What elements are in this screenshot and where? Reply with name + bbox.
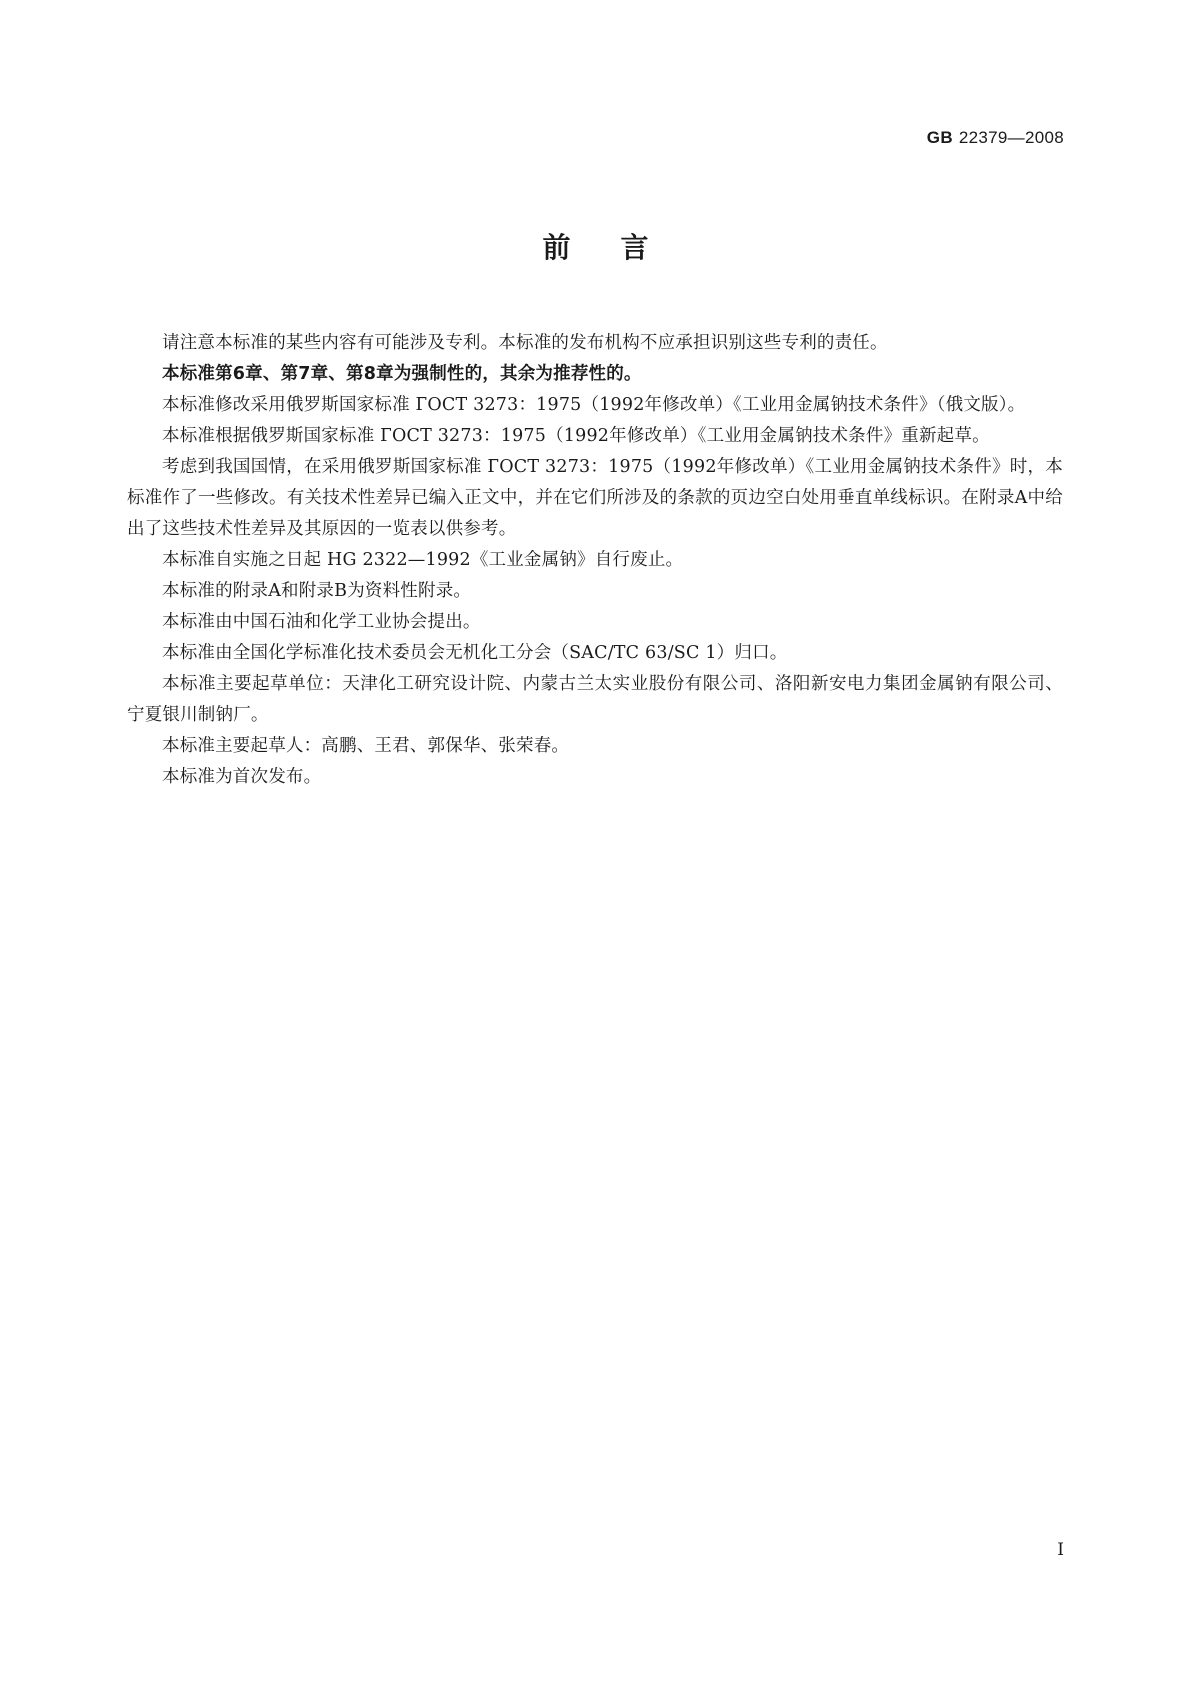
paragraph-proposed-by: 本标准由中国石油和化学工业协会提出。	[162, 612, 481, 632]
page-title: 前言	[542, 231, 699, 264]
paragraph-mandatory-chapters: 本标准第6章、第7章、第8章为强制性的，其余为推荐性的。	[162, 364, 642, 384]
paragraph-patent-notice: 请注意本标准的某些内容有可能涉及专利。本标准的发布机构不应承担识别这些专利的责任。	[162, 333, 888, 353]
paragraph-drafting-units: 本标准主要起草单位：天津化工研究设计院、内蒙古兰太实业股份有限公司、洛阳新安电力集团金属钠有限公司、宁夏银川制钠厂。	[127, 674, 1063, 725]
paragraph-supersedes: 本标准自实施之日起 HG 2322—1992《工业金属钠》自行废止。	[162, 550, 684, 570]
paragraph-annexes: 本标准的附录A和附录B为资料性附录。	[162, 581, 472, 601]
paragraph-adoption: 本标准修改采用俄罗斯国家标准 ГОСТ 3273：1975（1992年修改单）《工业用金属钠技术条件》（俄文版）。	[162, 395, 1026, 415]
standard-code	[927, 128, 1064, 148]
page-number: I	[1057, 1540, 1064, 1560]
paragraph-technical-committee: 本标准由全国化学标准化技术委员会无机化工分会（SAC/TC 63/SC 1）归口。	[162, 643, 788, 663]
standard-prefix: GB	[926, 128, 953, 147]
paragraph-first-release: 本标准为首次发布。	[162, 767, 322, 787]
standard-number: 22379—2008	[958, 128, 1064, 147]
paragraph-drafters: 本标准主要起草人：高鹏、王君、郭保华、张荣春。	[162, 736, 570, 756]
foreword-body	[127, 328, 1063, 793]
paragraph-modifications: 考虑到我国国情，在采用俄罗斯国家标准 ГОСТ 3273：1975（1992年修改单）《工业用金属钠技术条件》时，本标准作了一些修改。有关技术性差异已编入正文中，并在它们所涉及的条款的页边空白处用垂直单线标识。在附录A中给出了这些技术性差异及其原因的一览表以供参考。	[127, 457, 1063, 539]
paragraph-redrafting: 本标准根据俄罗斯国家标准 ГОСТ 3273：1975（1992年修改单）《工业用金属钠技术条件》重新起草。	[162, 426, 990, 446]
